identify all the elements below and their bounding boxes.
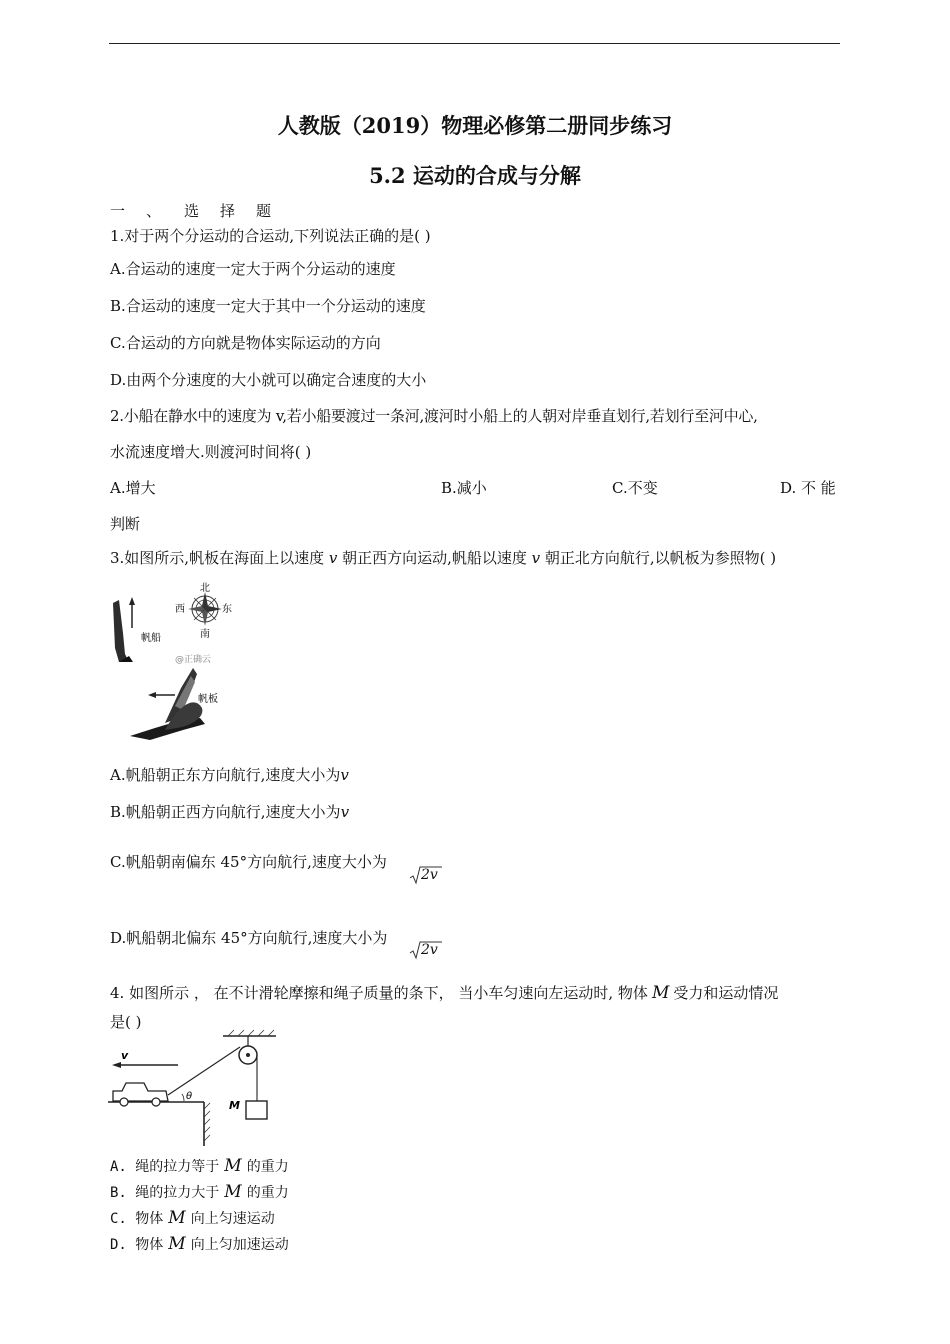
windsurf-icon — [130, 668, 205, 740]
compass-west-label: 西 — [175, 604, 185, 615]
up-arrow-icon — [129, 597, 135, 628]
windsurf-label: 帆板 — [198, 694, 218, 705]
q2-stem-line1: 2.小船在静水中的速度为 v,若小船要渡过一条河,渡河时小船上的人朝对岸垂直划行,若划行至河中心, — [110, 407, 758, 425]
q3-stem: 3.如图所示,帆板在海面上以速度 v 朝正西方向运动,帆船以速度 v 朝正北方向航行,以帆板为参照物( ) — [110, 549, 777, 567]
velocity-arrow-icon — [112, 1062, 178, 1068]
compass-icon — [188, 592, 222, 626]
q4-stem-cont: 是( ) — [110, 1013, 142, 1031]
sailboat-label: 帆船 — [141, 633, 161, 644]
compass-north-label: 北 — [200, 583, 210, 594]
q4-option-c: C. 物体 M 向上匀速运动 — [110, 1208, 275, 1228]
page-title: 人教版（2019）物理必修第二册同步练习 — [277, 113, 673, 138]
q1-option-d: D.由两个分速度的大小就可以确定合速度的大小 — [110, 371, 427, 389]
q4-stem: 4. 如图所示 ， 在不计滑轮摩擦和绳子质量的条下， 当小车匀速向左运动时, 物体 M 受力和运动情况 — [110, 983, 779, 1003]
q1-option-a: A.合运动的速度一定大于两个分运动的速度 — [110, 260, 396, 278]
theta-label: θ — [186, 1091, 193, 1102]
q4-option-a: A. 绳的拉力等于 M 的重力 — [110, 1156, 289, 1176]
velocity-label: v — [121, 1049, 129, 1062]
section-char: 选 — [184, 202, 200, 220]
q2-option-b: B.减小 — [441, 479, 487, 497]
q3-option-d-root: 2v — [410, 941, 442, 961]
q3-option-b: B.帆船朝正西方向航行,速度大小为v — [110, 803, 350, 821]
q2-option-a: A.增大 — [110, 479, 156, 497]
compass-east-label: 东 — [222, 604, 232, 615]
q1-stem: 1.对于两个分运动的合运动,下列说法正确的是( ) — [110, 227, 431, 245]
q4-option-b: B. 绳的拉力大于 M 的重力 — [110, 1182, 289, 1202]
q3-option-d: D.帆船朝北偏东 45°方向航行,速度大小为 — [110, 929, 388, 947]
compass-south-label: 南 — [200, 629, 210, 640]
section-char: 一 — [110, 202, 126, 220]
page-subtitle: 5.2 运动的合成与分解 — [369, 163, 581, 188]
q4-option-d: D. 物体 M 向上匀加速运动 — [110, 1234, 289, 1254]
section-char: 、 — [146, 202, 162, 220]
sailboat-icon — [113, 600, 133, 662]
q3-option-c: C.帆船朝南偏东 45°方向航行,速度大小为 — [110, 853, 387, 871]
left-arrow-icon — [148, 692, 175, 698]
section-char: 题 — [256, 202, 272, 220]
watermark: @正确云 — [175, 655, 212, 665]
q3-option-c-root: 2v — [410, 866, 442, 886]
q1-option-c: C.合运动的方向就是物体实际运动的方向 — [110, 334, 381, 352]
q2-option-d: D. 不 能 — [780, 479, 836, 497]
q1-option-b: B.合运动的速度一定大于其中一个分运动的速度 — [110, 297, 426, 315]
q3-option-a: A.帆船朝正东方向航行,速度大小为v — [110, 766, 349, 784]
header-rule — [109, 43, 840, 44]
block-M — [246, 1101, 267, 1119]
q2-stem-line2: 水流速度增大.则渡河时间将( ) — [110, 443, 312, 461]
q4-figure — [108, 1033, 278, 1151]
pulley-icon — [239, 1046, 257, 1064]
block-label: M — [229, 1099, 240, 1112]
section-char: 择 — [220, 202, 236, 220]
q2-option-d-cont: 判断 — [110, 515, 141, 533]
q3-figure — [105, 578, 255, 748]
q2-option-c: C.不变 — [612, 479, 658, 497]
